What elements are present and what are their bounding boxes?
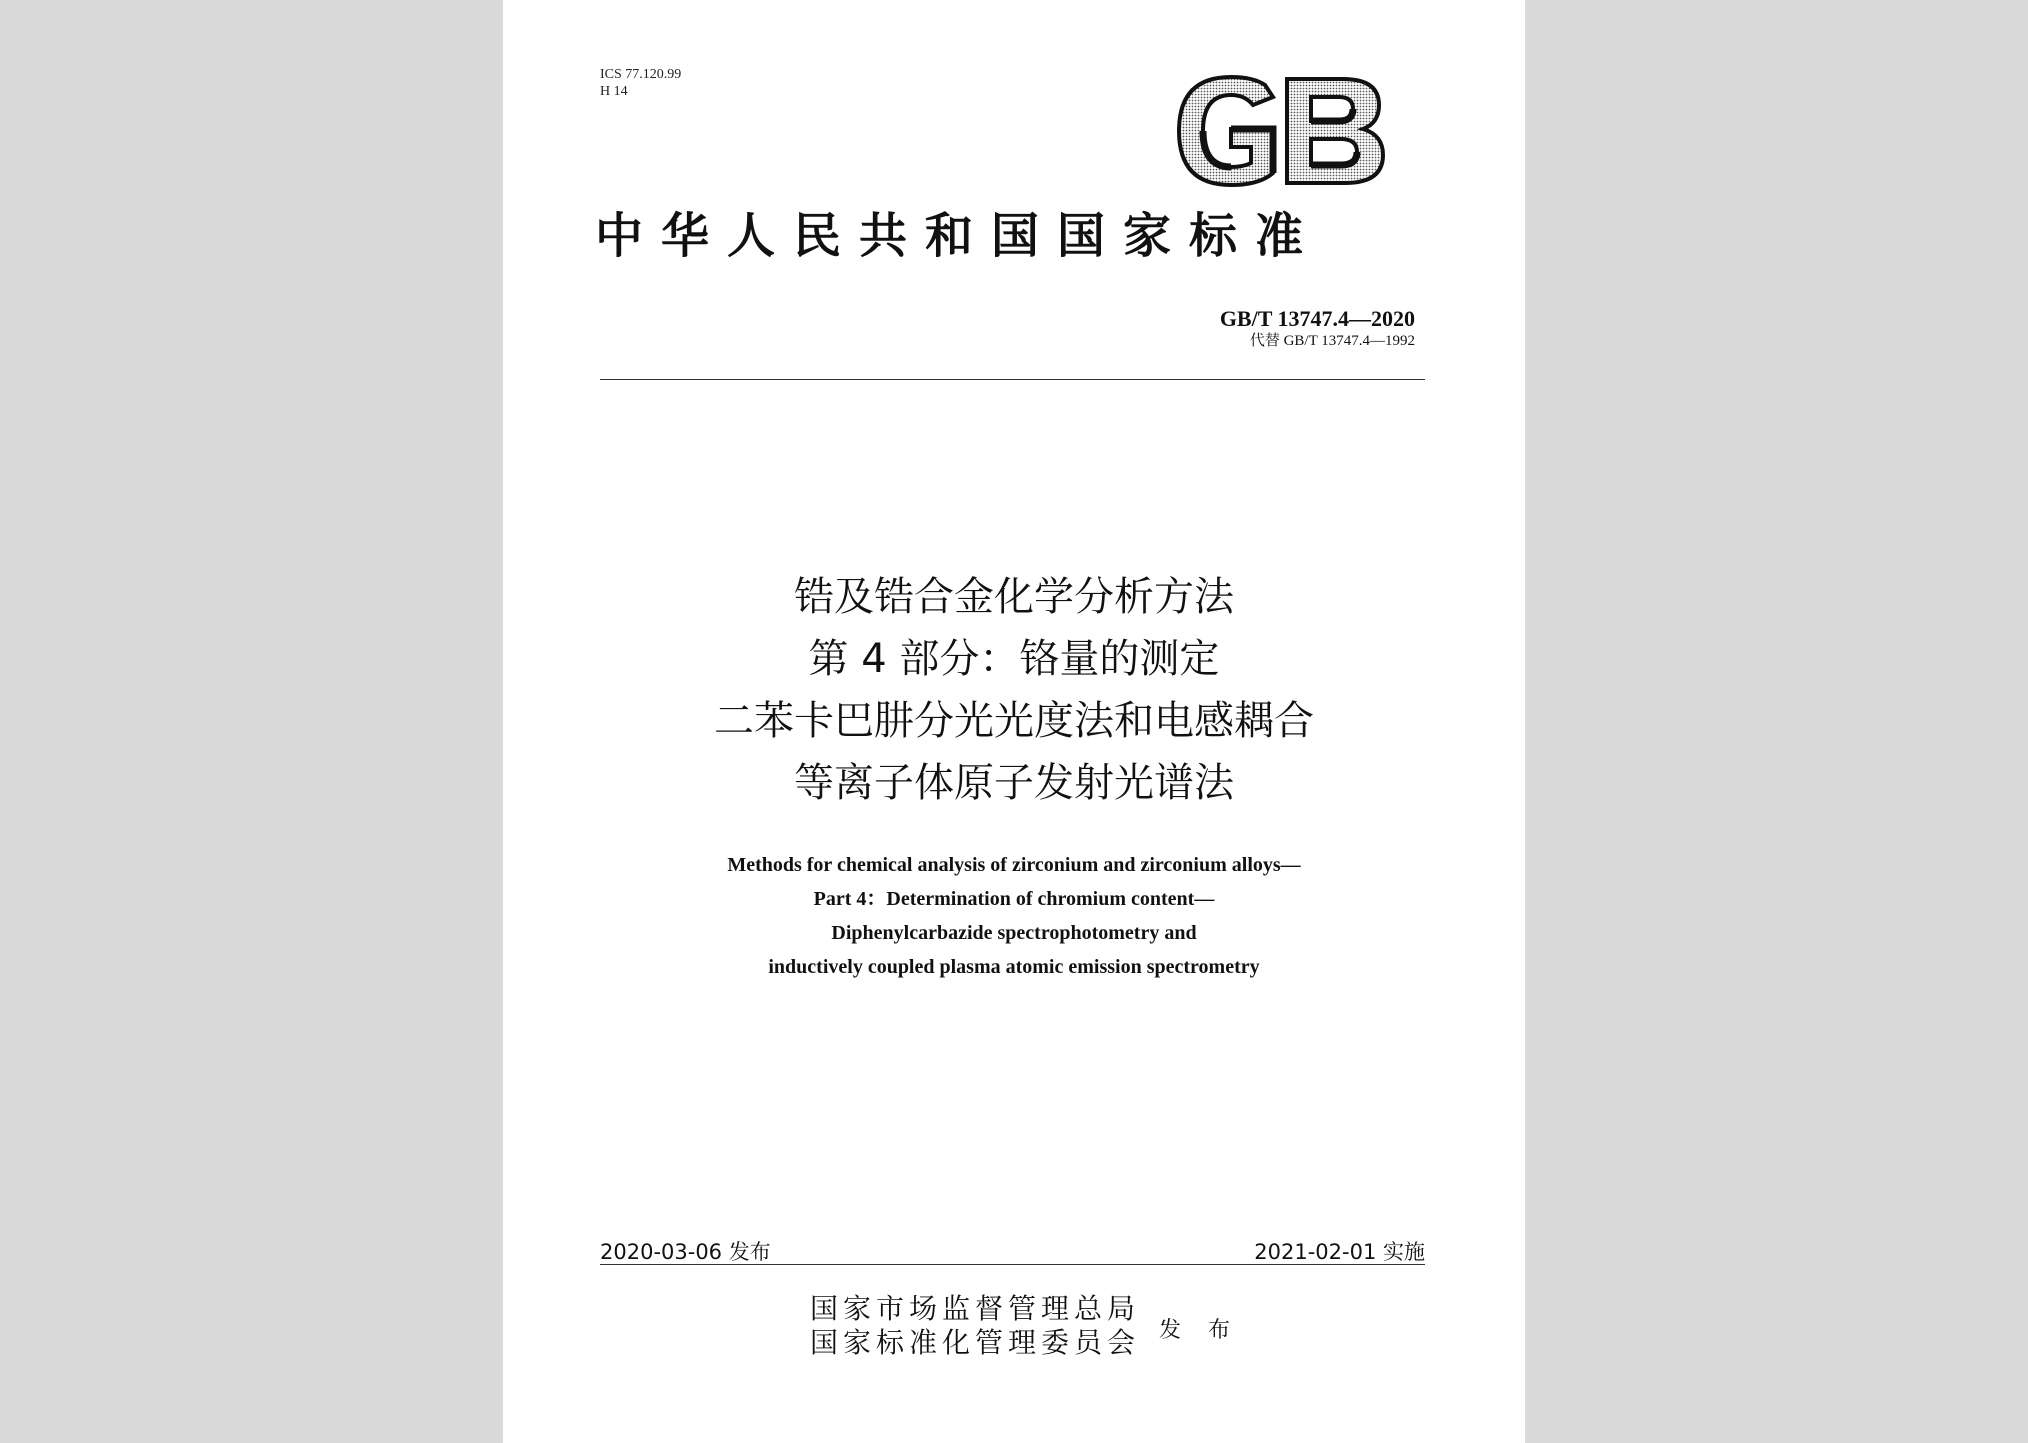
chinese-title: [503, 566, 1525, 814]
issuer-samr: 国家市场监督管理总局: [810, 1292, 1141, 1325]
chinese-title-line: 第 4 部分：铬量的测定: [808, 636, 1220, 682]
footer-divider: [600, 1264, 1425, 1265]
publish-label: 发 布: [1159, 1318, 1240, 1343]
national-standard-title: 中华人民共和国国家标准: [595, 208, 1322, 264]
ics-code: ICS 77.120.99: [600, 67, 682, 82]
standard-number-block: [1220, 306, 1415, 350]
chinese-title-line: 二苯卡巴肼分光光度法和电感耦合: [714, 698, 1314, 744]
header-divider: [600, 379, 1425, 380]
standard-number: GB/T 13747.4—2020: [1219, 306, 1415, 331]
ccs-code: H 14: [600, 84, 628, 99]
english-title-line: Diphenylcarbazide spectrophotometry and: [831, 922, 1197, 944]
replaces-standard: 代替 GB/T 13747.4—1992: [1249, 333, 1415, 349]
english-title-line: inductively coupled plasma atomic emission spectrometry: [768, 956, 1260, 978]
chinese-title-line: 锆及锆合金化学分析方法: [794, 574, 1234, 620]
issuer-sac: 国家标准化管理委员会: [810, 1326, 1141, 1359]
english-title-line: Part 4：Determination of chromium content—: [813, 888, 1215, 910]
issue-date: 2020-03-06 发布: [600, 1240, 771, 1264]
document-page: [503, 0, 1525, 1443]
english-title: [503, 848, 1525, 984]
implementation-date: 2021-02-01 实施: [1254, 1240, 1425, 1264]
chinese-title-line: 等离子体原子发射光谱法: [794, 760, 1234, 806]
english-title-line: Methods for chemical analysis of zirconium and zirconium alloys—: [727, 854, 1301, 876]
gb-logo: [1173, 75, 1387, 187]
issuing-authorities: [810, 1292, 1140, 1360]
classification-codes: [600, 66, 681, 100]
